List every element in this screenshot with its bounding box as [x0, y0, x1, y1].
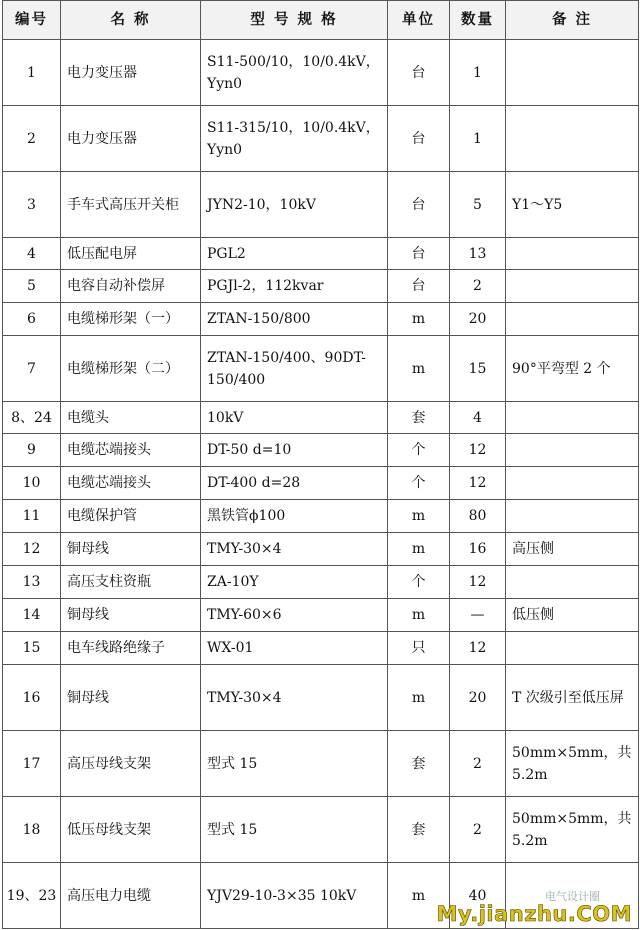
cell-qty: 5 — [450, 172, 506, 238]
cell-remark — [506, 238, 639, 270]
table-row — [3, 434, 639, 467]
cell-unit: 只 — [388, 632, 450, 665]
cell-spec: 10kV — [201, 402, 388, 434]
cell-remark: T 次级引至低压屏 — [506, 665, 639, 731]
cell-spec: PGL2 — [201, 238, 388, 270]
cell-no: 14 — [3, 599, 61, 632]
cell-name: 低压母线支架 — [61, 797, 201, 863]
cell-spec: ZA-10Y — [201, 566, 388, 599]
cell-qty: 12 — [450, 467, 506, 500]
cell-unit: 台 — [388, 106, 450, 172]
cell-no: 16 — [3, 665, 61, 731]
cell-no: 2 — [3, 106, 61, 172]
cell-spec: WX-01 — [201, 632, 388, 665]
table-row — [3, 402, 639, 434]
cell-no: 8、24 — [3, 402, 61, 434]
table-row — [3, 797, 639, 863]
header-unit: 单位 — [388, 1, 450, 40]
cell-spec: 型式 15 — [201, 731, 388, 797]
cell-spec: TMY-60×6 — [201, 599, 388, 632]
cell-remark — [506, 40, 639, 106]
cell-unit: m — [388, 336, 450, 402]
cell-name: 电缆保护管 — [61, 500, 201, 533]
cell-qty: 1 — [450, 106, 506, 172]
table-row — [3, 270, 639, 303]
cell-no: 5 — [3, 270, 61, 303]
cell-name: 电缆芯端接头 — [61, 434, 201, 467]
cell-unit: m — [388, 665, 450, 731]
cell-remark: 低压侧 — [506, 599, 639, 632]
cell-no: 12 — [3, 533, 61, 566]
cell-unit: m — [388, 863, 450, 929]
cell-remark: 50mm×5mm，共 5.2m — [506, 731, 639, 797]
cell-unit: 台 — [388, 238, 450, 270]
cell-unit: 台 — [388, 40, 450, 106]
table-row — [3, 303, 639, 336]
table-row — [3, 336, 639, 402]
cell-no: 15 — [3, 632, 61, 665]
cell-unit: 台 — [388, 172, 450, 238]
cell-remark — [506, 106, 639, 172]
cell-remark: Y1～Y5 — [506, 172, 639, 238]
cell-name: 电缆芯端接头 — [61, 467, 201, 500]
cell-name: 电缆梯形架（二） — [61, 336, 201, 402]
cell-spec: 型式 15 — [201, 797, 388, 863]
cell-qty: 2 — [450, 797, 506, 863]
cell-unit: m — [388, 533, 450, 566]
table-header-row — [3, 1, 639, 40]
cell-remark: 50mm×5mm，共 5.2m — [506, 797, 639, 863]
table-row — [3, 172, 639, 238]
cell-unit: 套 — [388, 731, 450, 797]
cell-name: 高压支柱资瓶 — [61, 566, 201, 599]
cell-qty: — — [450, 599, 506, 632]
table-row — [3, 500, 639, 533]
header-qty: 数量 — [450, 1, 506, 40]
header-spec: 型 号 规 格 — [201, 1, 388, 40]
cell-name: 手车式高压开关柜 — [61, 172, 201, 238]
cell-spec: DT-400 d=28 — [201, 467, 388, 500]
table-row — [3, 731, 639, 797]
table-row — [3, 106, 639, 172]
table-row — [3, 566, 639, 599]
cell-name: 高压电力电缆 — [61, 863, 201, 929]
cell-remark — [506, 270, 639, 303]
table-row — [3, 599, 639, 632]
cell-remark — [506, 303, 639, 336]
cell-spec: ZTAN-150/800 — [201, 303, 388, 336]
cell-name: 铜母线 — [61, 665, 201, 731]
cell-no: 18 — [3, 797, 61, 863]
cell-no: 10 — [3, 467, 61, 500]
cell-no: 11 — [3, 500, 61, 533]
header-remark: 备 注 — [506, 1, 639, 40]
cell-no: 3 — [3, 172, 61, 238]
cell-qty: 12 — [450, 434, 506, 467]
cell-qty: 20 — [450, 303, 506, 336]
cell-qty: 12 — [450, 566, 506, 599]
cell-qty: 80 — [450, 500, 506, 533]
cell-unit: m — [388, 500, 450, 533]
cell-spec: TMY-30×4 — [201, 665, 388, 731]
cell-name: 电力变压器 — [61, 40, 201, 106]
header-no: 编号 — [3, 1, 61, 40]
cell-name: 高压母线支架 — [61, 731, 201, 797]
cell-name: 电容自动补偿屏 — [61, 270, 201, 303]
cell-name: 电力变压器 — [61, 106, 201, 172]
cell-no: 7 — [3, 336, 61, 402]
table-row — [3, 632, 639, 665]
cell-qty: 2 — [450, 731, 506, 797]
cell-spec: S11-315/10，10/0.4kV，Yyn0 — [201, 106, 388, 172]
table-row — [3, 40, 639, 106]
cell-qty: 15 — [450, 336, 506, 402]
cell-remark — [506, 467, 639, 500]
cell-name: 电车线路绝缘子 — [61, 632, 201, 665]
table-row — [3, 665, 639, 731]
cell-qty: 2 — [450, 270, 506, 303]
cell-spec: DT-50 d=10 — [201, 434, 388, 467]
cell-spec: TMY-30×4 — [201, 533, 388, 566]
table-row — [3, 533, 639, 566]
cell-unit: m — [388, 599, 450, 632]
cell-unit: 个 — [388, 434, 450, 467]
cell-remark — [506, 434, 639, 467]
table-row — [3, 467, 639, 500]
cell-qty: 4 — [450, 402, 506, 434]
cell-remark — [506, 500, 639, 533]
cell-no: 4 — [3, 238, 61, 270]
cell-name: 铜母线 — [61, 533, 201, 566]
cell-spec: YJV29-10-3×35 10kV — [201, 863, 388, 929]
cell-qty: 1 — [450, 40, 506, 106]
cell-spec: JYN2-10，10kV — [201, 172, 388, 238]
cell-qty: 13 — [450, 238, 506, 270]
cell-remark — [506, 566, 639, 599]
cell-unit: 个 — [388, 467, 450, 500]
cell-name: 低压配电屏 — [61, 238, 201, 270]
cell-remark — [506, 632, 639, 665]
cell-no: 1 — [3, 40, 61, 106]
cell-remark: 高压侧 — [506, 533, 639, 566]
equipment-table — [2, 0, 639, 929]
cell-no: 17 — [3, 731, 61, 797]
cell-qty: 20 — [450, 665, 506, 731]
cell-name: 铜母线 — [61, 599, 201, 632]
cell-remark: 90°平弯型 2 个 — [506, 336, 639, 402]
cell-unit: 台 — [388, 270, 450, 303]
cell-spec: 黑铁管ϕ100 — [201, 500, 388, 533]
cell-qty: 40 — [450, 863, 506, 929]
cell-spec: ZTAN-150/400、90DT-150/400 — [201, 336, 388, 402]
cell-spec: PGJl-2，112kvar — [201, 270, 388, 303]
cell-qty: 12 — [450, 632, 506, 665]
watermark-logo: My.jianzhu.COM — [436, 902, 632, 926]
cell-no: 19、23 — [3, 863, 61, 929]
header-name: 名 称 — [61, 1, 201, 40]
cell-unit: 个 — [388, 566, 450, 599]
cell-unit: 套 — [388, 402, 450, 434]
table-row — [3, 238, 639, 270]
cell-no: 13 — [3, 566, 61, 599]
cell-spec: S11-500/10，10/0.4kV，Yyn0 — [201, 40, 388, 106]
cell-qty: 16 — [450, 533, 506, 566]
watermark-sub: 电气设计圈 — [545, 890, 600, 903]
cell-unit: 套 — [388, 797, 450, 863]
cell-no: 9 — [3, 434, 61, 467]
cell-name: 电缆梯形架（一） — [61, 303, 201, 336]
cell-unit: m — [388, 303, 450, 336]
cell-no: 6 — [3, 303, 61, 336]
cell-remark — [506, 402, 639, 434]
cell-name: 电缆头 — [61, 402, 201, 434]
